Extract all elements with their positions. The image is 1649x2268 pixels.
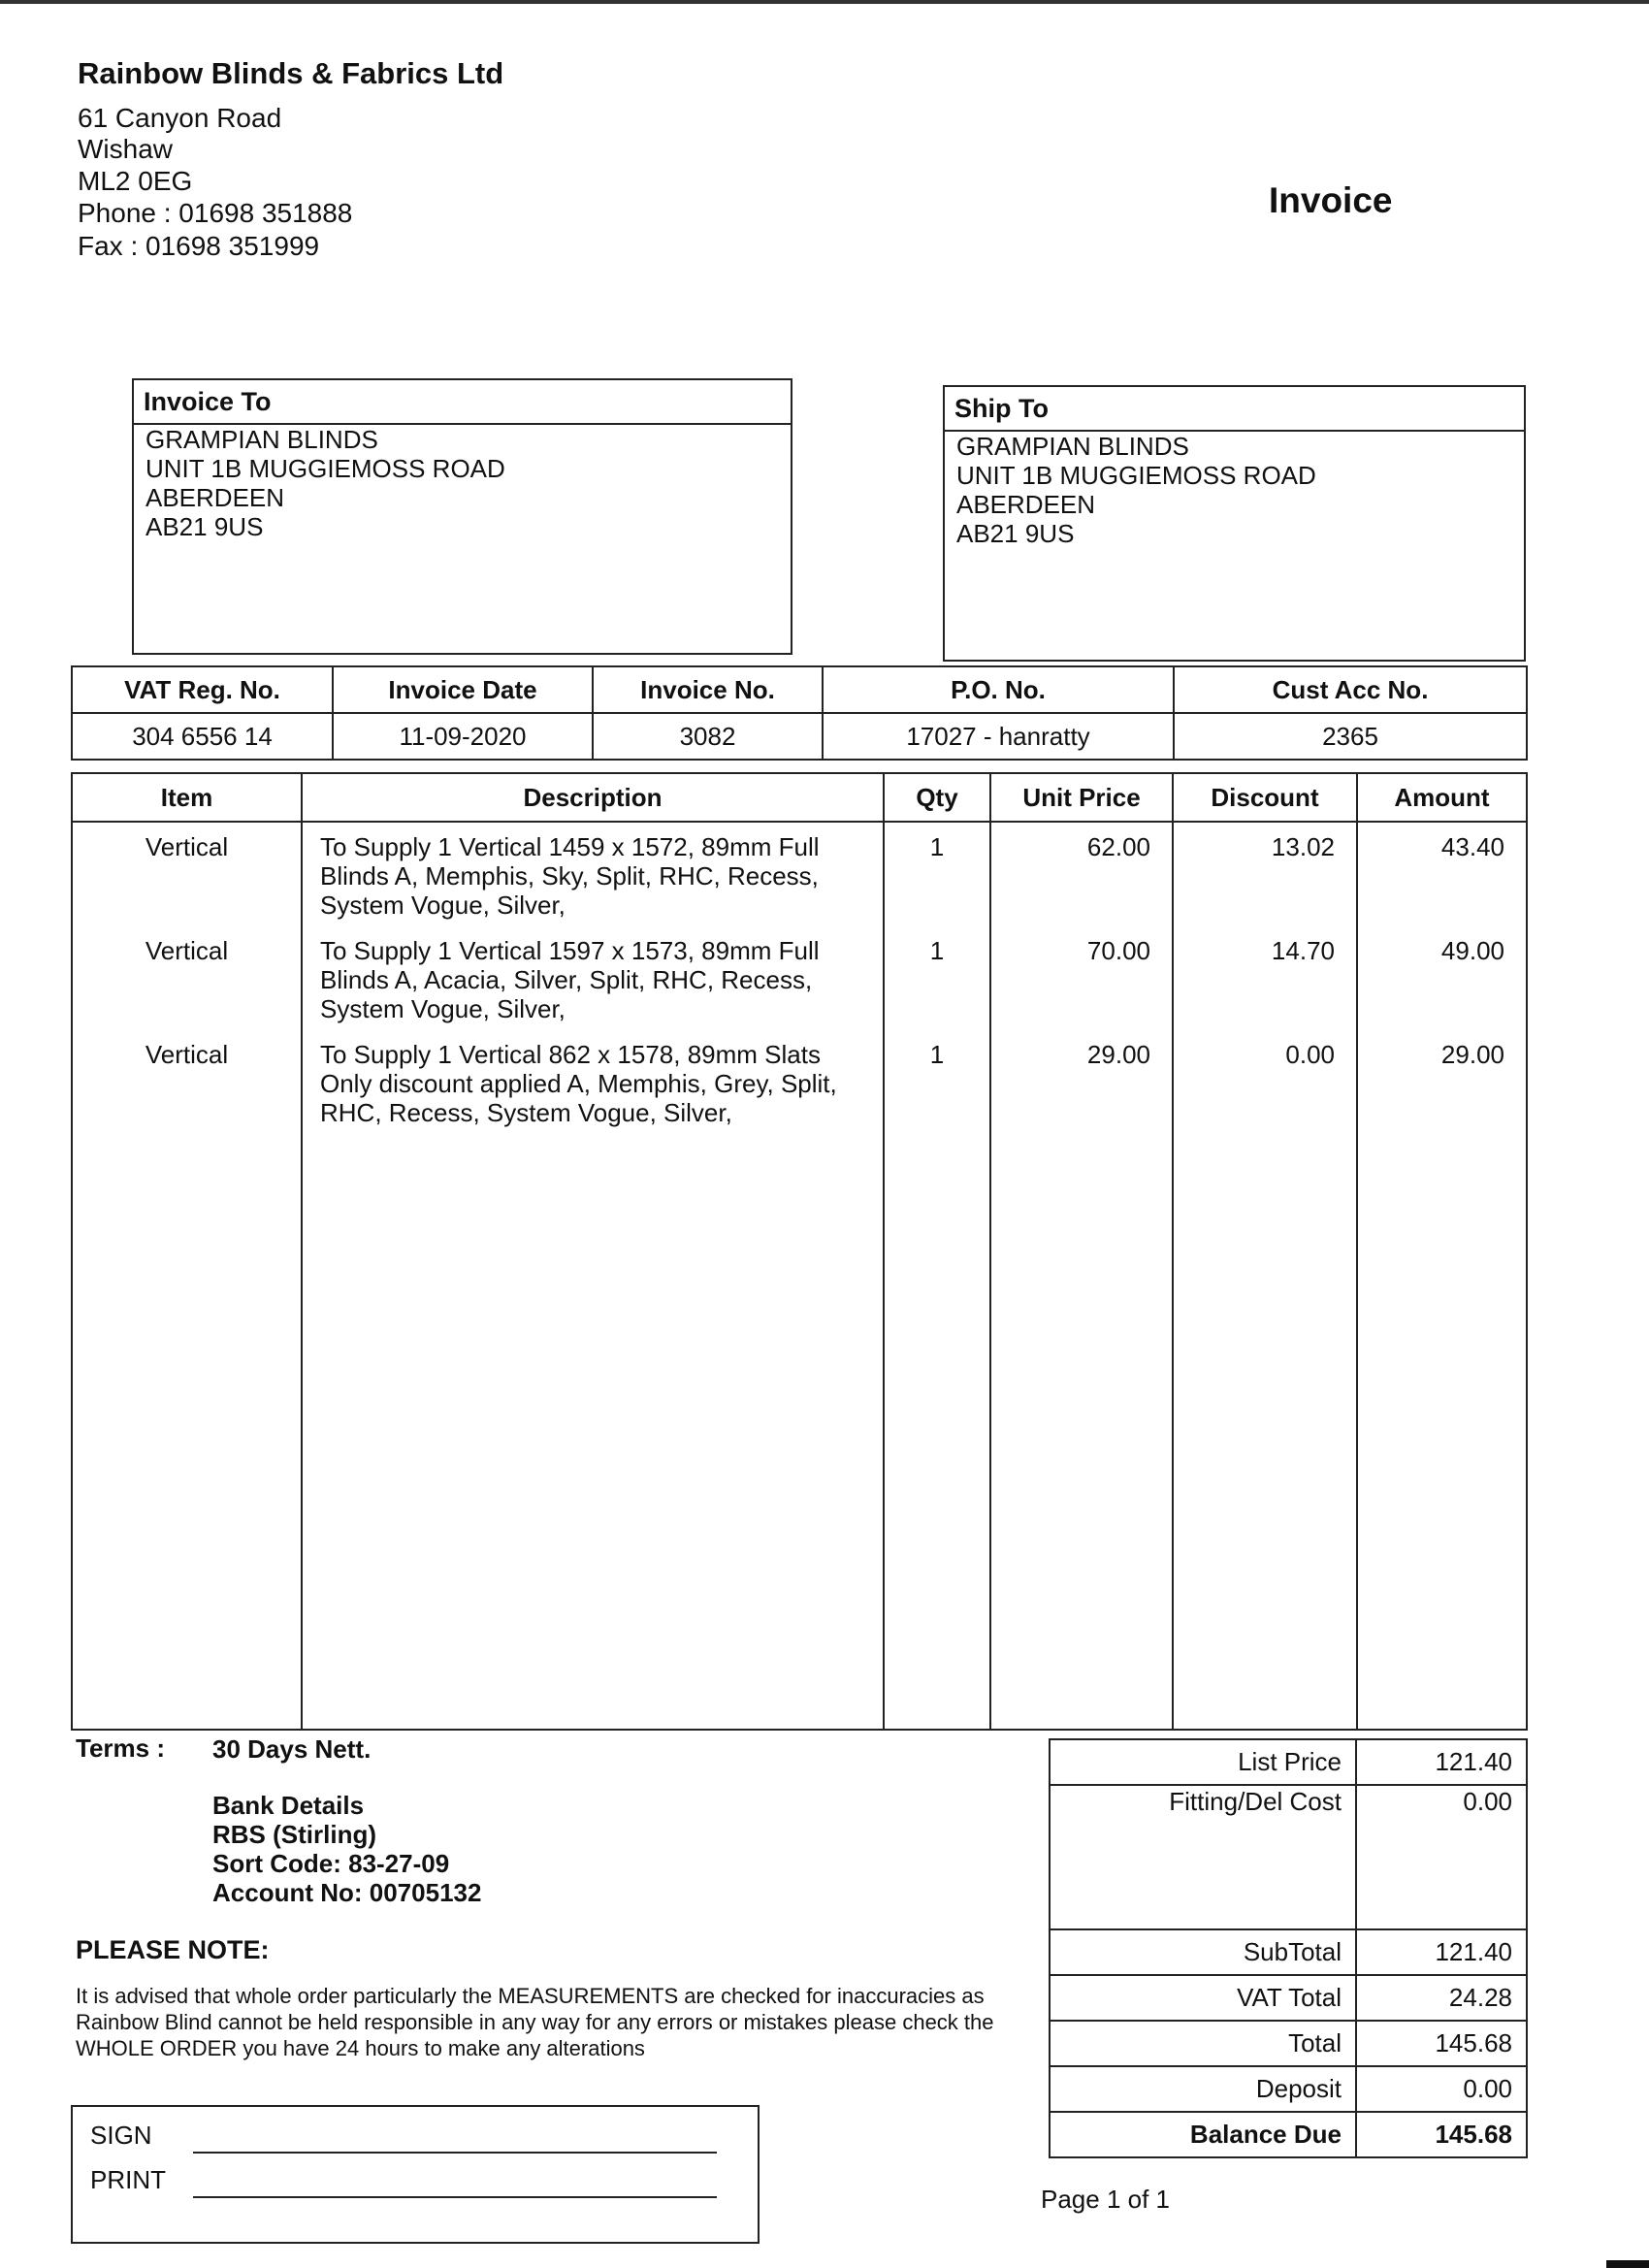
unit-price-header: Unit Price [990,773,1173,822]
invoice-no-value: 3082 [593,713,823,760]
item-cell: Vertical [72,822,302,926]
description-line: Blinds A, Acacia, Silver, Split, RHC, Recess, [320,965,813,994]
item-header: Item [72,773,302,822]
total-label: Total [1050,2021,1356,2066]
invoice-to-label: Invoice To [134,380,791,425]
balance-due-value: 145.68 [1356,2112,1527,2157]
discount-cell: 13.02 [1173,822,1357,926]
sort-code: Sort Code: 83-27-09 [212,1849,450,1878]
cust-acc-header: Cust Acc No. [1174,666,1527,713]
line-items-table [71,772,1528,1731]
description-line: Blinds A, Memphis, Sky, Split, RHC, Recess, [320,861,819,891]
table-filler-row [72,1134,1527,1730]
vat-total-value: 24.28 [1356,1975,1527,2021]
qty-cell: 1 [884,1030,990,1134]
ship-to-label: Ship To [945,387,1524,432]
bank-details-heading: Bank Details [212,1791,365,1820]
description-line: To Supply 1 Vertical 1459 x 1572, 89mm Full [320,832,820,861]
company-address-line: Wishaw [78,134,174,164]
description-line: To Supply 1 Vertical 1597 x 1573, 89mm Full [320,936,820,965]
ship-to-line: GRAMPIAN BLINDS [956,432,1189,461]
table-row [72,822,1527,926]
description-line: To Supply 1 Vertical 862 x 1578, 89mm Slats [320,1040,821,1069]
amount-cell: 43.40 [1357,822,1527,926]
description-cell [302,1030,884,1134]
deposit-label: Deposit [1050,2066,1356,2112]
invoice-meta-table [71,665,1528,761]
terms-value: 30 Days Nett. [212,1734,372,1764]
ship-to-line: ABERDEEN [956,490,1096,519]
signature-box [71,2105,760,2244]
description-line: RHC, Recess, System Vogue, Silver, [320,1098,732,1127]
description-cell [302,926,884,1030]
vat-total-label: VAT Total [1050,1975,1356,2021]
description-cell [302,822,884,926]
qty-cell: 1 [884,822,990,926]
sign-line[interactable] [193,2152,717,2154]
discount-cell: 0.00 [1173,1030,1357,1134]
invoice-to-line: GRAMPIAN BLINDS [146,425,378,454]
document-title: Invoice [1269,180,1393,220]
list-price-value: 121.40 [1356,1739,1527,1785]
company-name: Rainbow Blinds & Fabrics Ltd [78,56,504,90]
qty-cell: 1 [884,926,990,1030]
cust-acc-value: 2365 [1174,713,1527,760]
note-title: PLEASE NOTE: [76,1935,270,1964]
po-no-value: 17027 - hanratty [823,713,1174,760]
vat-reg-value: 304 6556 14 [72,713,333,760]
list-price-label: List Price [1050,1739,1356,1785]
bank-name: RBS (Stirling) [212,1820,376,1849]
scan-top-edge [0,0,1649,4]
invoice-to-line: UNIT 1B MUGGIEMOSS ROAD [146,454,505,483]
print-label: PRINT [90,2165,166,2194]
company-phone: Phone : 01698 351888 [78,198,353,228]
subtotal-value: 121.40 [1356,1929,1527,1975]
balance-due-label: Balance Due [1050,2112,1356,2157]
description-line: System Vogue, Silver, [320,994,566,1023]
company-address-line: 61 Canyon Road [78,103,282,133]
fitting-value: 0.00 [1356,1785,1527,1830]
unit-price-cell: 62.00 [990,822,1173,926]
description-line: System Vogue, Silver, [320,891,566,920]
company-fax: Fax : 01698 351999 [78,231,320,261]
discount-header: Discount [1173,773,1357,822]
terms-label: Terms : [76,1733,165,1763]
page-number: Page 1 of 1 [1041,2185,1170,2214]
description-line: Only discount applied A, Memphis, Grey, Split, [320,1069,837,1098]
company-address-line: ML2 0EG [78,166,193,196]
po-no-header: P.O. No. [823,666,1174,713]
item-cell: Vertical [72,1030,302,1134]
invoice-to-line: ABERDEEN [146,483,285,512]
amount-cell: 49.00 [1357,926,1527,1030]
invoice-no-header: Invoice No. [593,666,823,713]
item-cell: Vertical [72,926,302,1030]
invoice-to-line: AB21 9US [146,512,264,541]
totals-table [1049,1738,1528,2158]
scan-corner-mark [1606,2260,1649,2268]
total-value: 145.68 [1356,2021,1527,2066]
unit-price-cell: 29.00 [990,1030,1173,1134]
ship-to-line: UNIT 1B MUGGIEMOSS ROAD [956,461,1316,490]
fitting-label: Fitting/Del Cost [1050,1785,1356,1830]
amount-header: Amount [1357,773,1527,822]
invoice-date-header: Invoice Date [333,666,593,713]
ship-to-box [943,385,1526,662]
amount-cell: 29.00 [1357,1030,1527,1134]
vat-reg-header: VAT Reg. No. [72,666,333,713]
table-row [72,1030,1527,1134]
subtotal-label: SubTotal [1050,1929,1356,1975]
qty-header: Qty [884,773,990,822]
unit-price-cell: 70.00 [990,926,1173,1030]
deposit-value: 0.00 [1356,2066,1527,2112]
account-number: Account No: 00705132 [212,1878,482,1907]
table-row [72,926,1527,1030]
invoice-to-box [132,378,792,655]
ship-to-line: AB21 9US [956,519,1075,548]
discount-cell: 14.70 [1173,926,1357,1030]
invoice-date-value: 11-09-2020 [333,713,593,760]
note-text: It is advised that whole order particularly the MEASUREMENTS are checked for inaccuracies as Rainbow Blind cannot be held responsible in any way for any errors or mistakes please check the WHOLE ORDER you have 24 hours to make any alterations [76,1984,994,2060]
print-line[interactable] [193,2196,717,2198]
sign-label: SIGN [90,2121,152,2150]
description-header: Description [302,773,884,822]
